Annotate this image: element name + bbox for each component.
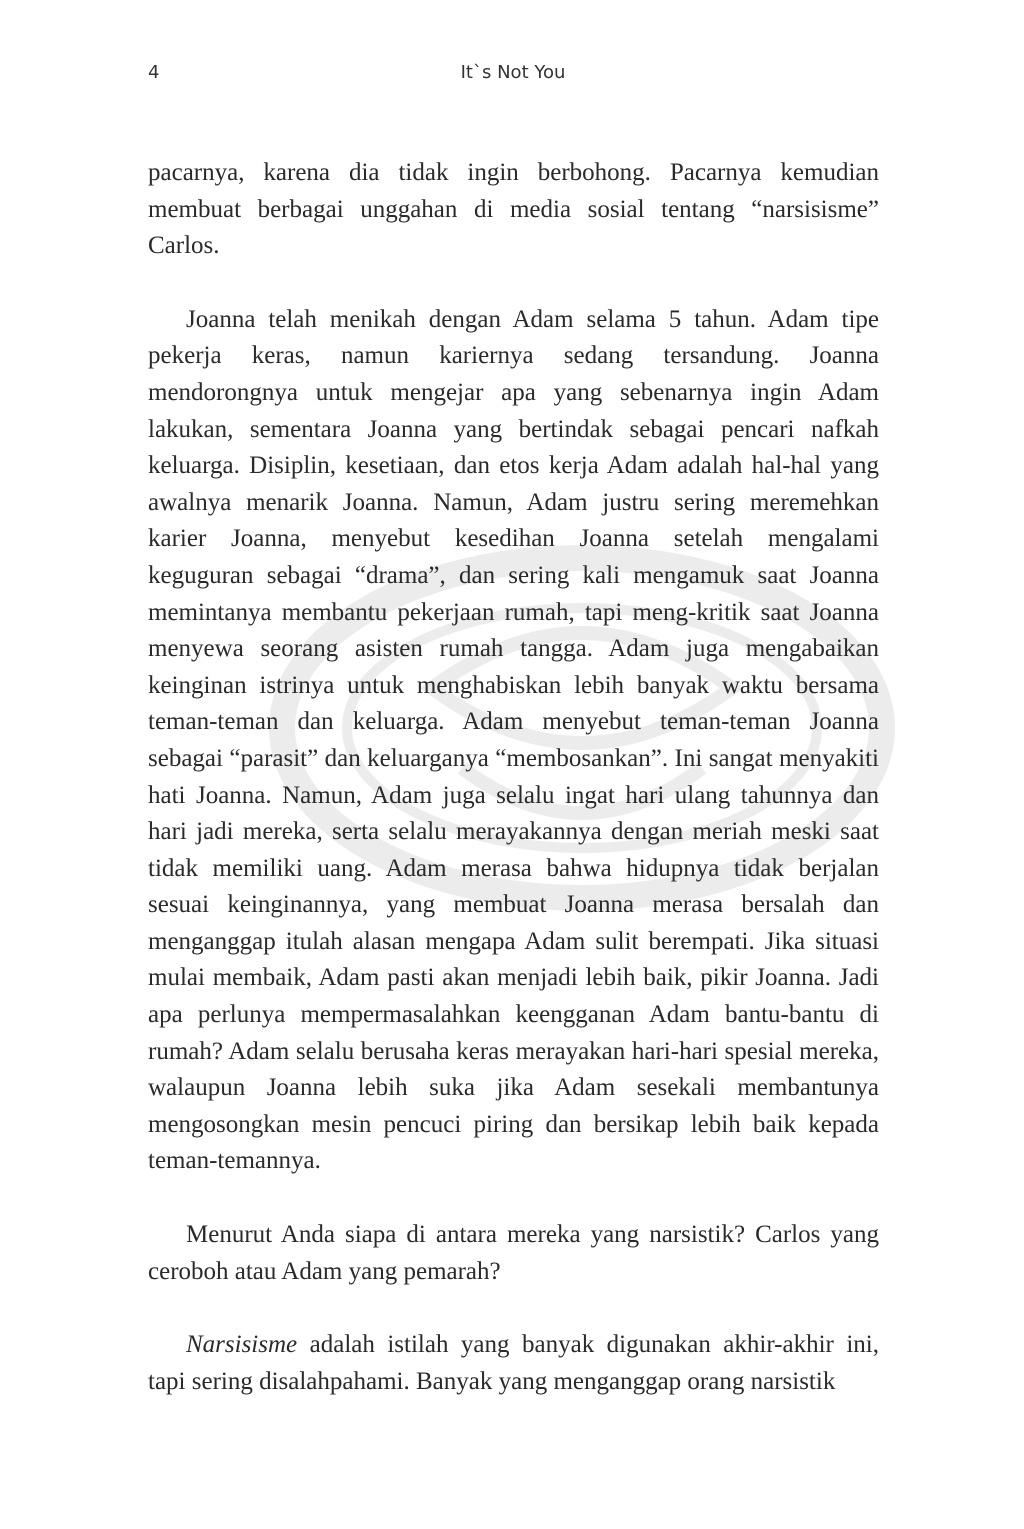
italic-term: Narsisisme: [186, 1331, 298, 1359]
page-header: [148, 62, 878, 92]
paragraph-narsisisme-text: adalah istilah yang banyak digunakan akhir-akhir ini, tapi sering disalahpahami. Banyak yang menganggap orang narsistik: [148, 1331, 879, 1395]
paragraph-question: Menurut Anda siapa di antara mereka yang narsistik? Carlos yang ceroboh atau Adam yang pemarah?: [148, 1221, 879, 1285]
body-text: [148, 155, 879, 1400]
page-number: 4: [148, 62, 160, 83]
paragraph-narsisisme: [148, 1327, 879, 1400]
paragraph-continuation: pacarnya, karena dia tidak ingin berbohong. Pacarnya kemudian membuat berbagai unggahan di media sosial tentang “narsisisme” Carlos.: [148, 159, 879, 260]
running-title: It`s Not You: [460, 62, 566, 83]
paragraph-joanna-adam: Joanna telah menikah dengan Adam selama 5 tahun. Adam tipe pekerja keras, namun kariernya sedang tersandung. Joanna mendorongnya untuk mengejar apa yang sebenarnya ingin Adam lakukan, sementara Joanna yang bertindak sebagai pencari nafkah keluarga. Disiplin, kesetiaan, dan etos kerja Adam adalah hal-hal yang awalnya menarik Joanna. Namun, Adam justru sering meremehkan karier Joanna, menyebut kesedihan Joanna setelah mengalami keguguran sebagai “drama”, dan sering kali mengamuk saat Joanna memintanya membantu pekerjaan rumah, tapi meng-kritik saat Joanna menyewa seorang asisten rumah tangga. Adam juga mengabaikan keinginan istrinya untuk menghabiskan lebih banyak waktu bersama teman-teman dan keluarga. Adam menyebut teman-teman Joanna sebagai “parasit” dan keluarganya “membosankan”. Ini sangat menyakiti hati Joanna. Namun, Adam juga selalu ingat hari ulang tahunnya dan hari jadi mereka, serta selalu merayakannya dengan meriah meski saat tidak memiliki uang. Adam merasa bahwa hidupnya tidak berjalan sesuai keinginannya, yang membuat Joanna merasa bersalah dan menganggap itulah alasan mengapa Adam sulit berempati. Jika situasi mulai membaik, Adam pasti akan menjadi lebih baik, pikir Joanna. Jadi apa perlunya mempermasalahkan keengganan Adam bantu-bantu di rumah? Adam selalu berusaha keras merayakan hari-hari spesial mereka, walaupun Joanna lebih suka jika Adam sesekali membantunya mengosongkan mesin pencuci piring dan bersikap lebih baik kepada teman-temannya.: [148, 305, 879, 1175]
